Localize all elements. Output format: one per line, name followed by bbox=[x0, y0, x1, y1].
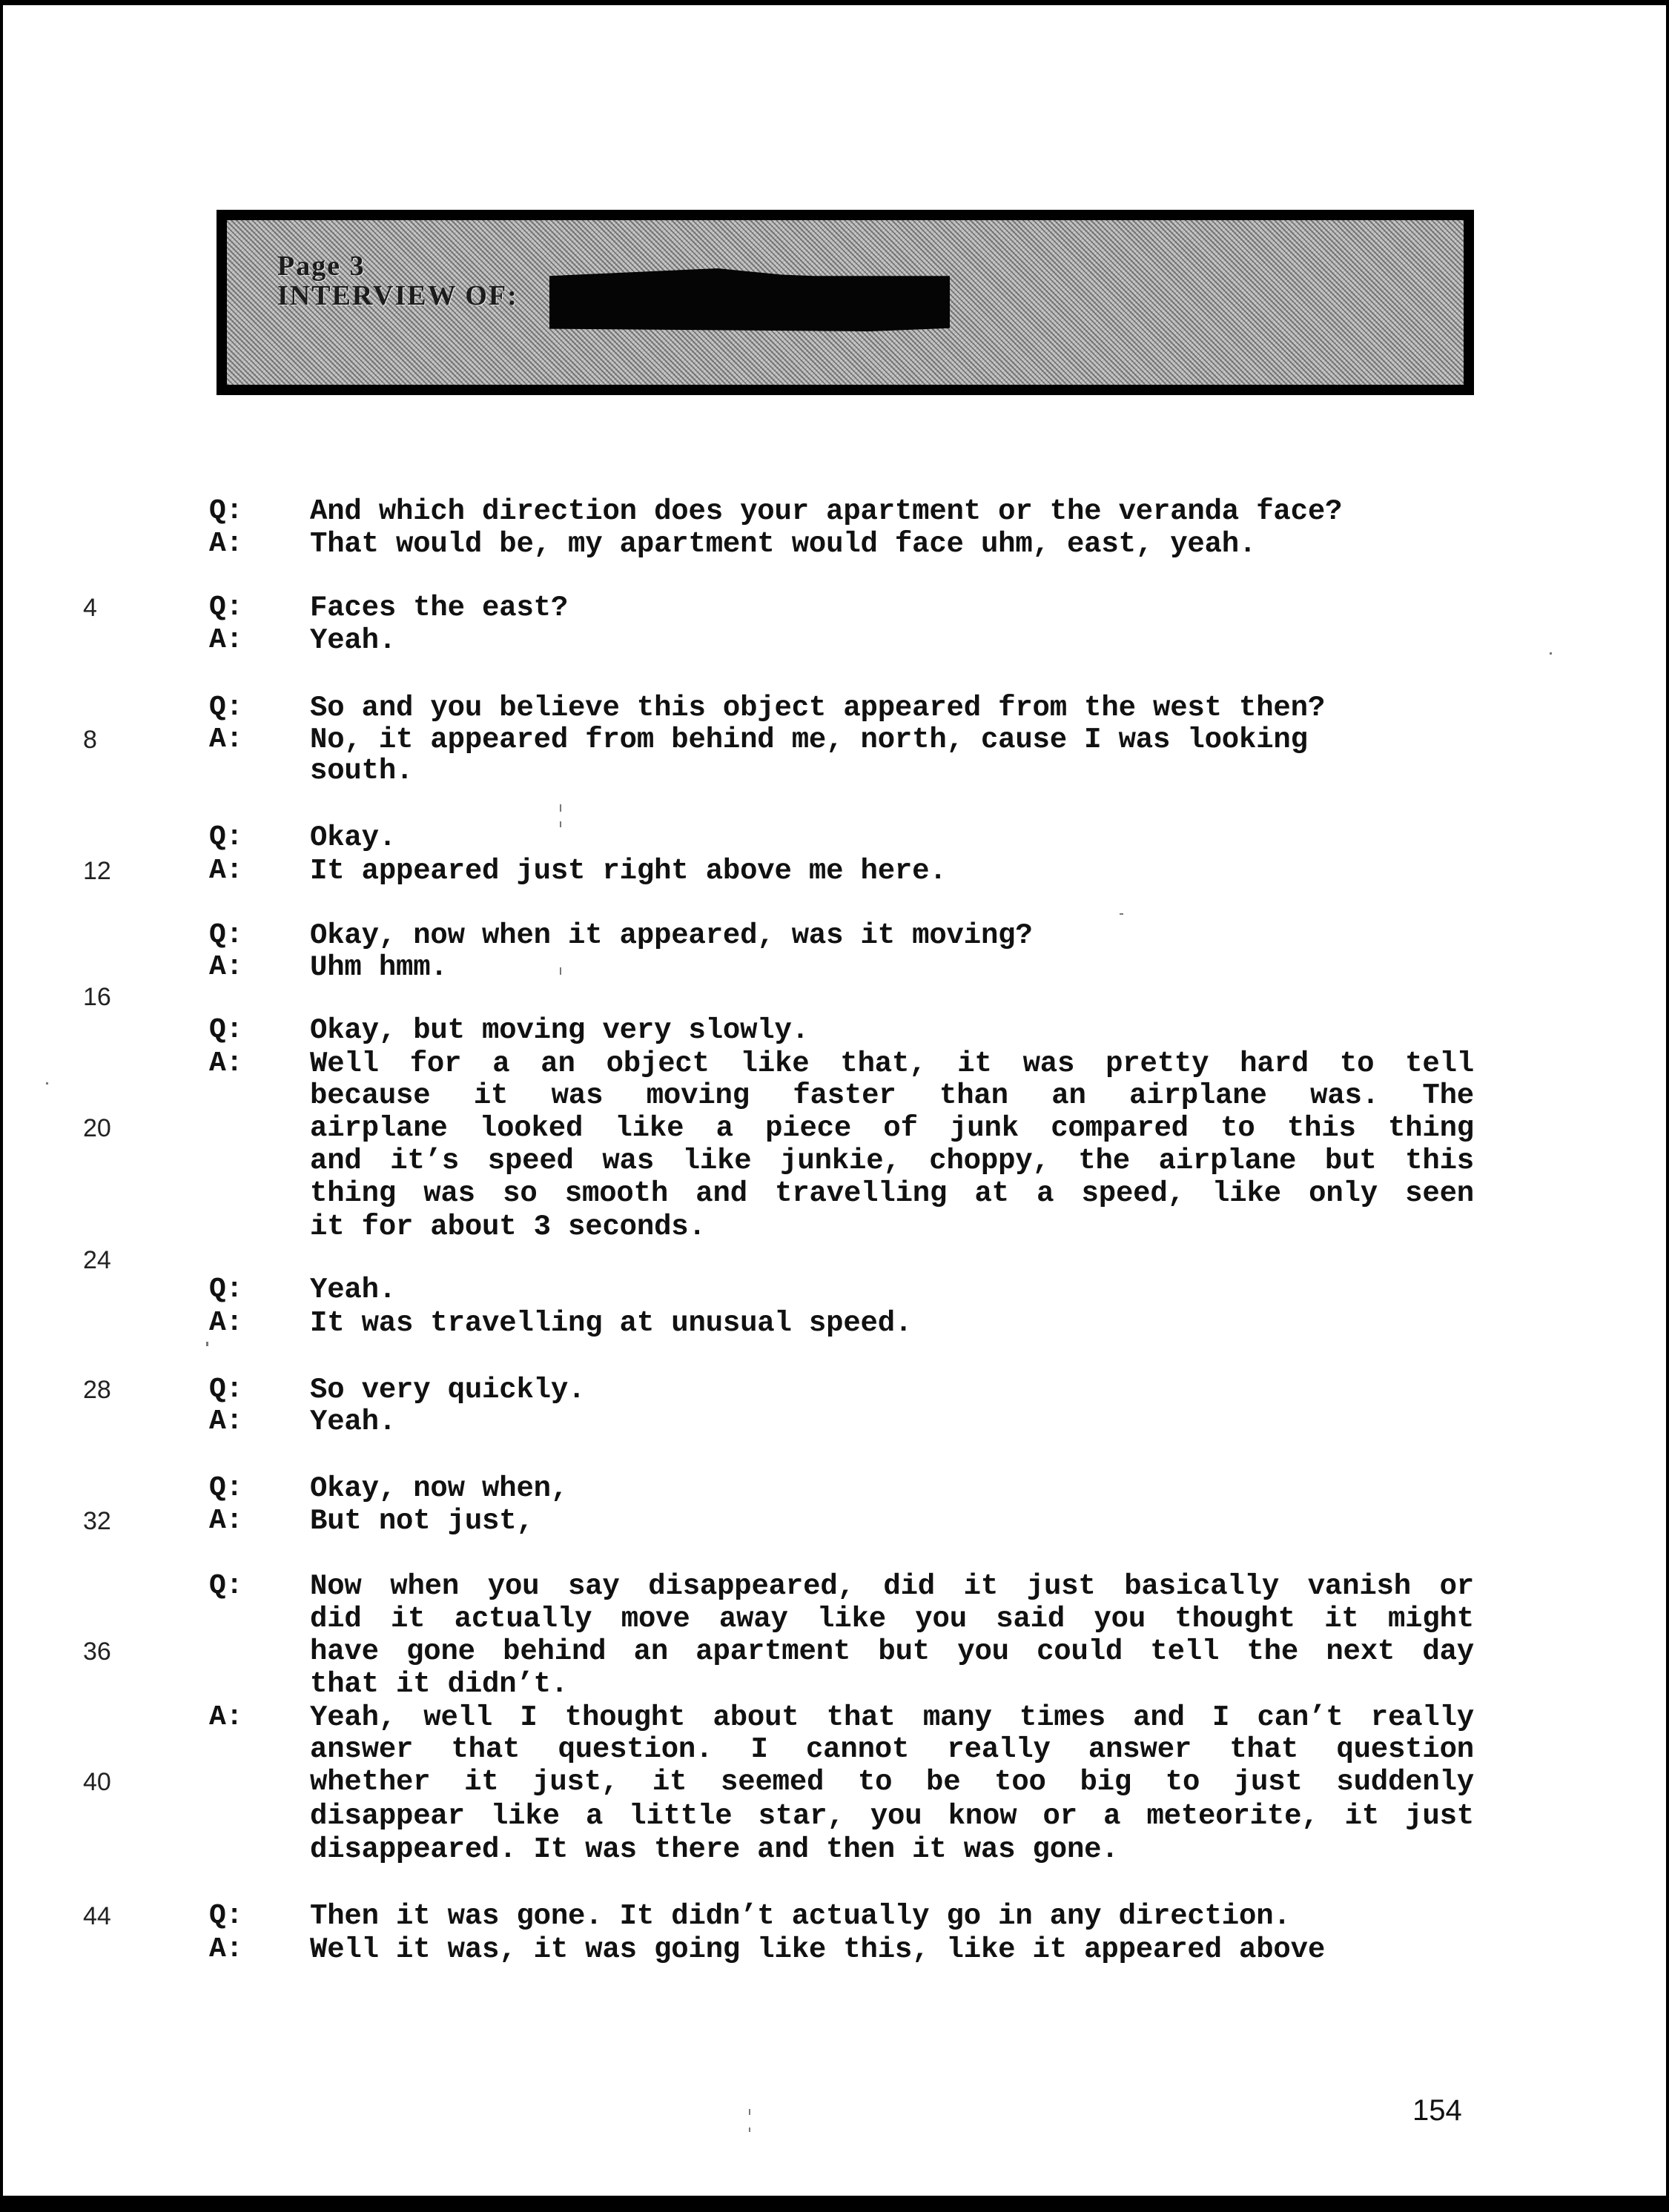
transcript-text: it for about 3 seconds. bbox=[310, 1211, 706, 1243]
transcript-text: Now when you say disappeared, did it just basically vanish or bbox=[310, 1570, 1474, 1603]
transcript-text: Okay, now when, bbox=[310, 1472, 569, 1505]
transcript-text: airplane looked like a piece of junk compared to this thing bbox=[310, 1112, 1474, 1145]
transcript-text: because it was moving faster than an airplane was. The bbox=[310, 1079, 1474, 1112]
speaker-label: A: bbox=[209, 1307, 243, 1339]
transcript-text: That would be, my apartment would face uhm, east, yeah. bbox=[310, 528, 1257, 560]
transcript-text: south. bbox=[310, 755, 414, 787]
transcript-text: Yeah. bbox=[310, 1405, 397, 1438]
speaker-label: A: bbox=[209, 624, 243, 656]
scan-speck bbox=[560, 821, 561, 827]
scan-speck bbox=[560, 804, 561, 812]
transcript-text: disappeared. It was there and then it was gone. bbox=[310, 1833, 1119, 1866]
transcript-text: Okay. bbox=[310, 821, 397, 854]
transcript-text: Uhm hmm. bbox=[310, 951, 448, 984]
transcript-text: Then it was gone. It didn’t actually go in any direction. bbox=[310, 1900, 1291, 1933]
redaction-block bbox=[549, 268, 950, 331]
speaker-label: Q: bbox=[209, 1900, 243, 1932]
line-number: 8 bbox=[83, 726, 97, 754]
speaker-label: A: bbox=[209, 1405, 243, 1437]
transcript-text: answer that question. I cannot really answer that question bbox=[310, 1733, 1474, 1766]
speaker-label: Q: bbox=[209, 821, 243, 853]
speaker-label: Q: bbox=[209, 1472, 243, 1504]
transcript-text: have gone behind an apartment but you could tell the next day bbox=[310, 1635, 1474, 1668]
transcript-text: did it actually move away like you said you thought it might bbox=[310, 1603, 1474, 1635]
transcript-text: Yeah. bbox=[310, 1274, 397, 1306]
transcript-text: But not just, bbox=[310, 1505, 534, 1537]
transcript-text: Yeah. bbox=[310, 624, 397, 657]
scan-speck bbox=[749, 2127, 750, 2132]
line-number: 36 bbox=[83, 1638, 111, 1666]
scan-edge-bottom bbox=[0, 2196, 1669, 2212]
speaker-label: A: bbox=[209, 1047, 243, 1079]
speaker-label: Q: bbox=[209, 692, 243, 723]
transcript-text: that it didn’t. bbox=[310, 1668, 569, 1701]
line-number: 44 bbox=[83, 1902, 111, 1930]
line-number: 4 bbox=[83, 594, 97, 622]
transcript-text: Okay, now when it appeared, was it moving? bbox=[310, 919, 1033, 952]
header-interview-label: INTERVIEW OF: bbox=[277, 280, 518, 311]
transcript-text: whether it just, it seemed to be too big to just suddenly bbox=[310, 1766, 1474, 1798]
transcript-text: Faces the east? bbox=[310, 592, 569, 624]
speaker-label: Q: bbox=[209, 1274, 243, 1305]
scan-edge-left bbox=[0, 0, 3, 2212]
transcript-text: Well for a an object like that, it was pretty hard to tell bbox=[310, 1047, 1474, 1080]
line-number: 40 bbox=[83, 1768, 111, 1796]
scan-edge-right bbox=[1666, 0, 1669, 2212]
speaker-label: Q: bbox=[209, 919, 243, 951]
transcript-text: and it’s speed was like junkie, choppy, the airplane but this bbox=[310, 1145, 1474, 1177]
speaker-label: A: bbox=[209, 1933, 243, 1965]
line-number: 20 bbox=[83, 1114, 111, 1142]
line-number: 28 bbox=[83, 1376, 111, 1404]
line-number: 24 bbox=[83, 1246, 111, 1274]
interview-header-box bbox=[217, 210, 1474, 395]
page-number: 154 bbox=[1412, 2094, 1462, 2127]
scan-speck bbox=[749, 2109, 750, 2115]
speaker-label: Q: bbox=[209, 1570, 243, 1602]
speaker-label: Q: bbox=[209, 1014, 243, 1046]
transcript-text: So and you believe this object appeared from the west then? bbox=[310, 692, 1326, 724]
transcript-text: disappear like a little star, you know or a meteorite, it just bbox=[310, 1800, 1474, 1832]
transcript-text: Well it was, it was going like this, like it appeared above bbox=[310, 1933, 1326, 1966]
line-number: 12 bbox=[83, 857, 111, 885]
transcript-text: It appeared just right above me here. bbox=[310, 855, 947, 887]
scan-edge-top bbox=[0, 0, 1669, 5]
scan-speck bbox=[1550, 652, 1552, 655]
speaker-label: A: bbox=[209, 855, 243, 887]
scan-speck bbox=[560, 967, 561, 975]
transcript-text: It was travelling at unusual speed. bbox=[310, 1307, 913, 1340]
transcript-text: No, it appeared from behind me, north, cause I was looking bbox=[310, 723, 1308, 756]
line-number: 16 bbox=[83, 983, 111, 1011]
speaker-label: Q: bbox=[209, 592, 243, 623]
speaker-label: A: bbox=[209, 528, 243, 560]
transcript-text: thing was so smooth and travelling at a speed, like only seen bbox=[310, 1177, 1474, 1210]
transcript-text: Yeah, well I thought about that many times and I can’t really bbox=[310, 1701, 1474, 1734]
scan-speck bbox=[206, 1342, 208, 1346]
scan-speck bbox=[1120, 913, 1123, 915]
speaker-label: Q: bbox=[209, 495, 243, 527]
transcript-text: So very quickly. bbox=[310, 1374, 586, 1406]
speaker-label: A: bbox=[209, 1701, 243, 1733]
speaker-label: A: bbox=[209, 951, 243, 983]
header-page-label: Page 3 bbox=[277, 251, 366, 282]
speaker-label: A: bbox=[209, 723, 243, 755]
speaker-label: Q: bbox=[209, 1374, 243, 1405]
transcript-text: Okay, but moving very slowly. bbox=[310, 1014, 809, 1047]
scan-speck bbox=[46, 1082, 48, 1085]
transcript-text: And which direction does your apartment or the veranda face? bbox=[310, 495, 1343, 528]
line-number: 32 bbox=[83, 1507, 111, 1535]
speaker-label: A: bbox=[209, 1505, 243, 1537]
